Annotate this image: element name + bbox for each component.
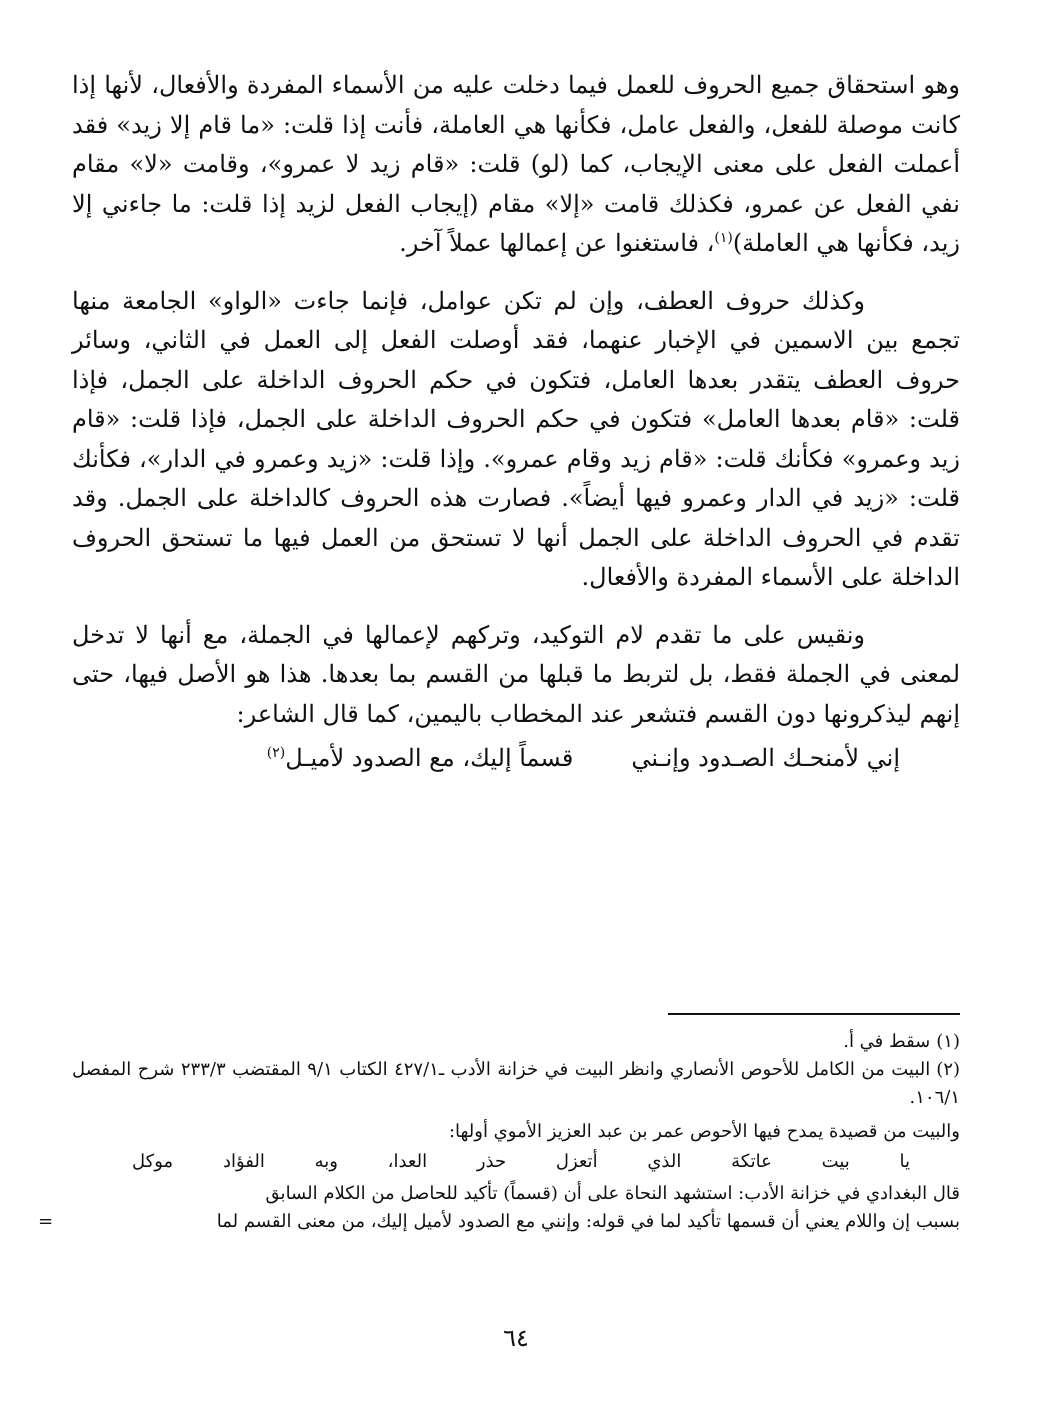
footnote-verse-word: أتعزل	[555, 1151, 598, 1172]
footnote-2-number: (٢)	[936, 1059, 961, 1080]
footnote-ref-2[interactable]: (٢)	[266, 745, 286, 761]
footnote-2	[72, 1056, 960, 1112]
footnote-verse-word: بيت	[821, 1151, 850, 1172]
footnote-verse-word: الفؤاد	[222, 1151, 265, 1172]
footnote-verse-word: الذي	[647, 1151, 682, 1172]
paragraph-1	[72, 66, 960, 264]
footnote-verse-word: موكل	[132, 1151, 174, 1172]
footnote-verse-word: حذر	[476, 1151, 507, 1172]
footnote-verse-word: يا	[899, 1151, 910, 1172]
verse-second-hemistich-text: قسماً إليك، مع الصدود لأميـل	[285, 744, 574, 772]
paragraph-2: وكذلك حروف العطف، وإن لم تكن عوامل، فإنما جاءت «الواو» الجامعة منها تجمع بين الاسمين في الإخبار عنهما، فقد أوصلت الفعل إلى العمل في الثاني، وسائر حروف العطف يتقدر بعدها العامل، فتكون في حكم الحروف الداخلة على الجمل، فإذا قلت: «قام بعدها العامل» فتكون في حكم الحروف الداخلة على الجمل، فإذا قلت: «قام زيد وعمرو» فكأنك قلت: «قام زيد وقام عمرو». وإذا قلت: «زيد وعمرو في الدار»، فكأنك قلت: «زيد في الدار وعمرو فيها أيضاً». فصارت هذه الحروف كالداخلة على الجمل. وقد تقدم في الحروف الداخلة على الجمل أنها لا تستحق من العمل فيها ما تستحق الحروف الداخلة على الأسماء المفردة والأفعال.	[72, 286, 961, 591]
footnote-verse-word: عاتكة	[731, 1151, 772, 1172]
footnote-1	[72, 1028, 960, 1056]
footnote-2-last-line-text: بسبب إن واللام يعني أن قسمها تأكيد لما في قوله: وإنني مع الصدود لأميل إليك، من معنى القسم لما	[216, 1211, 960, 1232]
footnote-2-last-line	[38, 1208, 960, 1236]
footnote-verse-word: وبه	[314, 1151, 338, 1172]
paragraph-1-text: وهو استحقاق جميع الحروف للعمل فيما دخلت عليه من الأسماء المفردة والأفعال، لأنها إذا كانت موصلة للفعل، والفعل عامل، فكأنها هي العاملة، فأنت إذا قلت: «ما قام إلا زيد» فقد أعملت الفعل على معنى الإيجاب، كما (لو) قلت: «قام زيد لا عمرو»، وقامت «لا» مقام نفي الفعل عن عمرو، فكذلك قامت «إلا» مقام (إيجاب الفعل لزيد إذا قلت: ما جاءني إلا زيد، فكأنها هي العاملة)	[72, 71, 960, 257]
page-number: ٦٤	[503, 1324, 529, 1352]
footnote-2-text: البيت من الكامل للأحوص الأنصاري وانظر البيت في خزانة الأدب ـ٤٢٧/١ الكتاب ٩/١ المقتضب ٢٣٣/٣ شرح المفصل ١٠٦/١.	[72, 1059, 960, 1108]
footnote-divider	[668, 1013, 960, 1015]
footnote-1-number: (١)	[936, 1031, 960, 1052]
footnotes	[38, 1028, 961, 1236]
paragraph-3: ونقيس على ما تقدم لام التوكيد، وتركهم لإعمالها في الجملة، مع أنها لا تدخل لمعنى في الجملة فقط، بل لتربط ما قبلها من القسم بما بعدها. هذا هو الأصل فيها، حتى إنهم ليذكرونها دون القسم فتشعر عند المخطاب باليمين، كما قال الشاعر:	[72, 620, 960, 728]
footnote-2-comment: قال البغدادي في خزانة الأدب: استشهد النحاة على أن (قسماً) تأكيد للحاصل من الكلام السابق	[265, 1183, 960, 1204]
verse-second-hemistich	[267, 738, 574, 778]
page	[38, 66, 961, 1406]
verse-first-hemistich: إني لأمنحـك الصـدود وإنـني	[631, 744, 900, 772]
footnote-ref-1[interactable]: (١)	[714, 230, 733, 246]
poetry-verse	[72, 738, 960, 778]
footnote-verse-word: العدا،	[387, 1151, 428, 1172]
footnote-verse	[72, 1148, 960, 1176]
continuation-mark: =	[38, 1211, 54, 1232]
footnote-2-intro: والبيت من قصيدة يمدح فيها الأحوص عمر بن عبد العزيز الأموي أولها:	[448, 1121, 960, 1142]
footnote-1-text: سقط في أ.	[843, 1031, 931, 1052]
paragraph-1-tail: ، فاستغنوا عن إعمالها عملاً آخر.	[399, 229, 715, 257]
